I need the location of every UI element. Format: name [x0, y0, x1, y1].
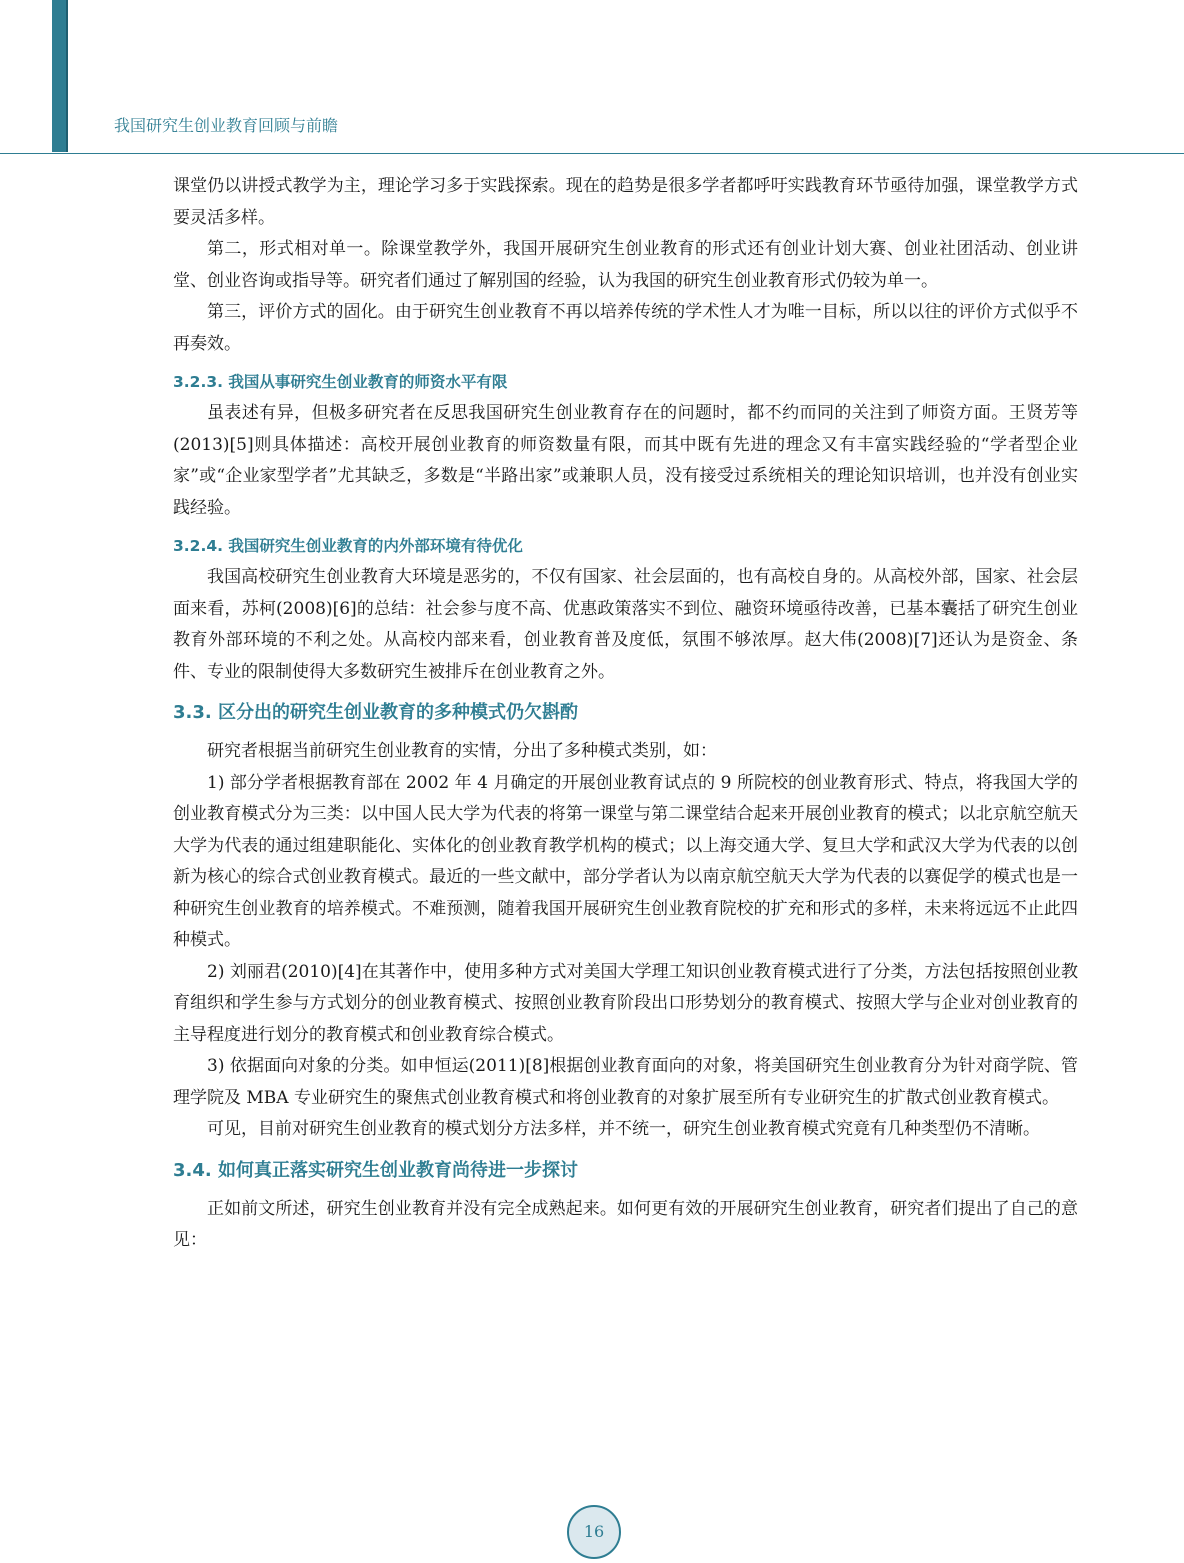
section-heading-3-2-4: 3.2.4. 我国研究生创业教育的内外部环境有待优化 — [173, 537, 523, 555]
list-item-2: 2) 刘丽君(2010)[4]在其著作中，使用多种方式对美国大学理工知识创业教育模式进行了分类，方法包括按照创业教育组织和学生参与方式划分的创业教育模式、按照创业教育阶段出口形势划分的教育模式、按照大学与企业对创业教育的主导程度进行划分的教育模式和创业教育综合模式。 — [173, 961, 1078, 1045]
article-body — [173, 171, 1078, 1257]
paragraph: 第二，形式相对单一。除课堂教学外，我国开展研究生创业教育的形式还有创业计划大赛、创业社团活动、创业讲堂、创业咨询或指导等。研究者们通过了解别国的经验，认为我国的研究生创业教育形式仍较为单一。 — [173, 239, 1078, 291]
section-heading-3-4: 3.4. 如何真正落实研究生创业教育尚待进一步探讨 — [173, 1159, 578, 1181]
page-number-badge: 16 — [567, 1505, 621, 1559]
list-item-1: 1) 部分学者根据教育部在 2002 年 4 月确定的开展创业教育试点的 9 所院校的创业教育形式、特点，将我国大学的创业教育模式分为三类：以中国人民大学为代表的将第一课堂与第二课堂结合起来开展创业教育的模式；以北京航空航天大学为代表的通过组建职能化、实体化的创业教育教学机构的模式；以上海交通大学、复旦大学和武汉大学为代表的以创新为核心的综合式创业教育模式。最近的一些文献中，部分学者认为以南京航空航天大学为代表的以赛促学的模式也是一种研究生创业教育的培养模式。不难预测，随着我国开展研究生创业教育院校的扩充和形式的多样，未来将远远不止此四种模式。 — [173, 772, 1078, 950]
running-header-title: 我国研究生创业教育回顾与前瞻 — [114, 116, 339, 135]
section-heading-3-2-3: 3.2.3. 我国从事研究生创业教育的师资水平有限 — [173, 373, 508, 391]
paragraph: 我国高校研究生创业教育大环境是恶劣的，不仅有国家、社会层面的，也有高校自身的。从高校外部，国家、社会层面来看，苏柯(2008)[6]的总结：社会参与度不高、优惠政策落实不到位、融资环境亟待改善，已基本囊括了研究生创业教育外部环境的不利之处。从高校内部来看，创业教育普及度低，氛围不够浓厚。赵大伟(2008)[7]还认为是资金、条件、专业的限制使得大多数研究生被排斥在创业教育之外。 — [173, 567, 1078, 682]
header-accent-bar — [52, 0, 68, 152]
paragraph: 虽表述有异，但极多研究者在反思我国研究生创业教育存在的问题时，都不约而同的关注到了师资方面。王贤芳等(2013)[5]则具体描述：高校开展创业教育的师资数量有限，而其中既有先进的理念又有丰富实践经验的“学者型企业家”或“企业家型学者”尤其缺乏，多数是“半路出家”或兼职人员，没有接受过系统相关的理论知识培训，也并没有创业实践经验。 — [173, 403, 1078, 518]
header-divider — [0, 153, 1184, 154]
paragraph: 可见，目前对研究生创业教育的模式划分方法多样，并不统一，研究生创业教育模式究竟有几种类型仍不清晰。 — [207, 1119, 1040, 1139]
paragraph: 课堂仍以讲授式教学为主，理论学习多于实践探索。现在的趋势是很多学者都呼吁实践教育环节亟待加强，课堂教学方式要灵活多样。 — [173, 176, 1078, 228]
section-heading-3-3: 3.3. 区分出的研究生创业教育的多种模式仍欠斟酌 — [173, 702, 578, 723]
paragraph: 正如前文所述，研究生创业教育并没有完全成熟起来。如何更有效的开展研究生创业教育，研究者们提出了自己的意见： — [173, 1198, 1078, 1250]
paragraph: 研究者根据当前研究生创业教育的实情，分出了多种模式类别，如： — [207, 741, 717, 761]
list-item-3: 3) 依据面向对象的分类。如申恒运(2011)[8]根据创业教育面向的对象，将美国研究生创业教育分为针对商学院、管理学院及 MBA 专业研究生的聚焦式创业教育模式和将创业教育的对象扩展至所有专业研究生的扩散式创业教育模式。 — [173, 1056, 1078, 1108]
paragraph: 第三，评价方式的固化。由于研究生创业教育不再以培养传统的学术性人才为唯一目标，所以以往的评价方式似乎不再奏效。 — [173, 302, 1078, 354]
